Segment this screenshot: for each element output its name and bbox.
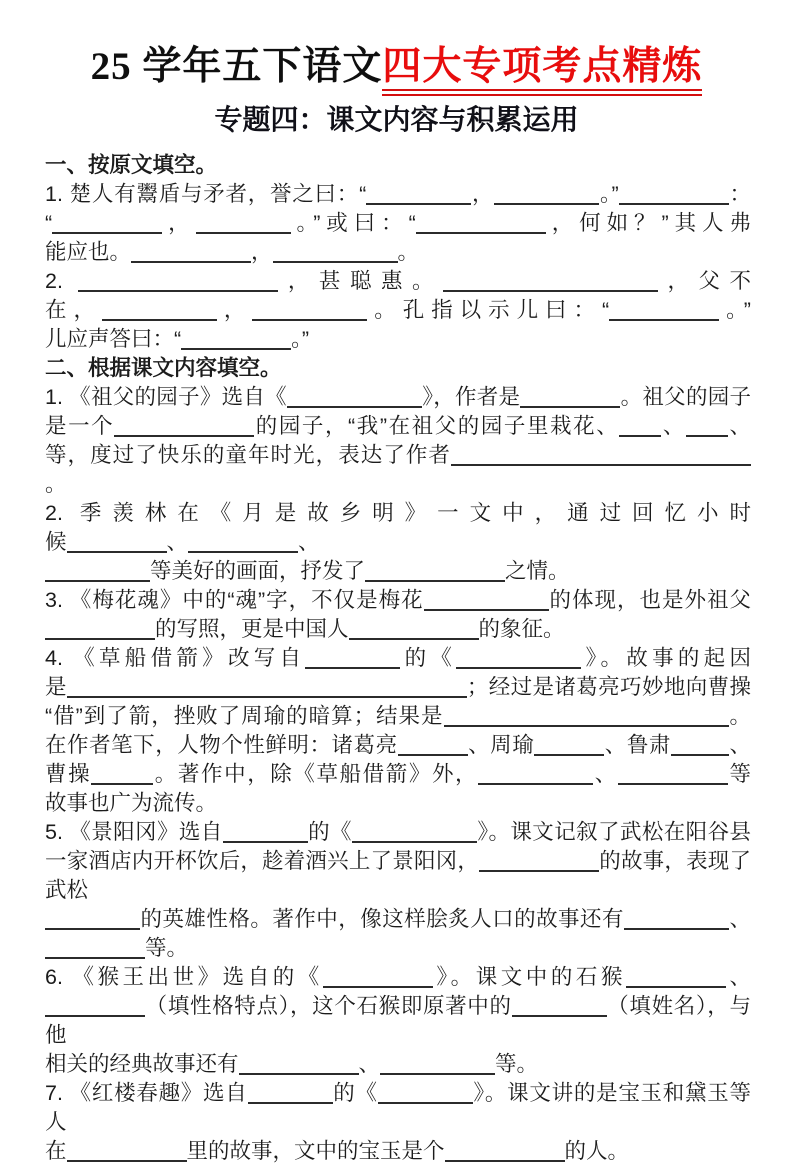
- text-run: 在，: [45, 298, 102, 323]
- text-run: 儿应声答曰：“: [45, 327, 182, 352]
- text-run: 5. 《景阳冈》选自: [45, 820, 223, 845]
- text-run: （填姓名），与他: [45, 994, 751, 1048]
- text-run: “借”到了箭，挫败了周瑜的暗算；结果是: [45, 704, 444, 729]
- text-run: 、鲁肃: [604, 733, 671, 758]
- text-line: [45, 528, 751, 557]
- title-text: 25 学年五下语文: [90, 45, 383, 88]
- text-line: [45, 789, 751, 818]
- fill-in-blank: [45, 995, 145, 1017]
- text-line: [45, 412, 751, 441]
- text-line: [45, 209, 751, 238]
- fill-in-blank: [323, 966, 433, 988]
- fill-in-blank: [248, 1082, 333, 1104]
- fill-in-blank: [520, 386, 620, 408]
- text-line: [45, 238, 751, 267]
- text-run: 的《: [307, 820, 352, 845]
- text-line: [45, 1137, 751, 1166]
- fill-in-blank: [424, 589, 549, 611]
- text-line: [45, 992, 751, 1050]
- fill-in-blank: [181, 328, 291, 350]
- text-run: ：: [728, 182, 751, 207]
- fill-in-blank: [365, 560, 505, 582]
- text-run: 3. 《梅花魂》中的“魂”字，不仅是梅花: [45, 588, 424, 613]
- text-line: [45, 905, 751, 934]
- fill-in-blank: [131, 241, 251, 263]
- text-run: ，: [471, 182, 495, 207]
- text-run: 等，度过了快乐的童年时光，表达了作者: [45, 443, 451, 468]
- fill-in-blank: [223, 821, 308, 843]
- fill-in-blank: [378, 1082, 473, 1104]
- text-run: 。: [728, 704, 751, 729]
- text-run: 曹操: [45, 762, 92, 787]
- text-run: 。”或曰：“: [290, 211, 416, 236]
- fill-in-blank: [619, 415, 661, 437]
- fill-in-blank: [380, 1053, 495, 1075]
- fill-in-blank: [626, 966, 726, 988]
- text-run: ，何如？”其人弗: [545, 211, 751, 236]
- fill-in-blank: [196, 212, 291, 234]
- text-run: ，: [251, 240, 273, 265]
- text-line: [45, 673, 751, 702]
- text-run: 2.: [45, 269, 79, 294]
- text-run: ，甚聪惠。: [278, 269, 443, 294]
- text-line: [45, 325, 751, 354]
- text-run: 、: [593, 762, 618, 787]
- text-run: 武松: [45, 878, 89, 903]
- fill-in-blank: [451, 444, 751, 466]
- text-run: 二、根据课文内容填空。: [45, 356, 282, 381]
- text-line: [45, 267, 751, 296]
- text-run: 在: [45, 1139, 67, 1164]
- text-line: [45, 615, 751, 644]
- fill-in-blank: [114, 415, 254, 437]
- text-run: 、: [725, 965, 751, 990]
- text-line: [45, 876, 751, 905]
- fill-in-blank: [67, 1140, 187, 1162]
- text-run: 》，作者是: [421, 385, 521, 410]
- text-run: 的体现，也是外祖父: [548, 588, 751, 613]
- text-line: [45, 963, 751, 992]
- page-header: [0, 44, 793, 138]
- text-run: 1. 《祖父的园子》选自《: [45, 385, 287, 410]
- text-line: [45, 847, 751, 876]
- text-run: 4. 《草船借箭》改写自: [45, 646, 306, 671]
- fill-in-blank: [618, 763, 728, 785]
- text-run: 》。故事的起因: [581, 646, 751, 671]
- fill-in-blank: [45, 618, 155, 640]
- text-run: 的《: [332, 1081, 378, 1106]
- text-line: [45, 180, 751, 209]
- fill-in-blank: [534, 734, 604, 756]
- text-run: 的人。: [564, 1139, 630, 1164]
- fill-in-blank: [671, 734, 729, 756]
- text-run: （填性格特点），这个石猴即原著中的: [145, 994, 512, 1019]
- text-run: 、: [729, 907, 751, 932]
- fill-in-blank: [305, 647, 400, 669]
- text-run: 6. 《猴王出世》选自的《: [45, 965, 323, 990]
- text-line: [45, 1050, 751, 1079]
- fill-in-blank: [416, 212, 546, 234]
- fill-in-blank: [398, 734, 468, 756]
- text-run: 、: [298, 530, 320, 555]
- text-run: 能应也。: [45, 240, 132, 265]
- fill-in-blank: [45, 560, 150, 582]
- text-run: 》。课文中的石猴: [432, 965, 626, 990]
- text-line: [45, 586, 751, 615]
- text-line: [45, 702, 751, 731]
- fill-in-blank: [444, 705, 729, 727]
- text-run: 、周瑜: [467, 733, 535, 758]
- text-line: [45, 760, 751, 789]
- text-line: [45, 441, 751, 499]
- fill-in-blank: [287, 386, 422, 408]
- text-run: 是: [45, 675, 67, 700]
- fill-in-blank: [252, 299, 367, 321]
- fill-in-blank: [352, 821, 477, 843]
- text-line: [45, 151, 751, 180]
- text-line: [45, 354, 751, 383]
- text-run: 等。: [495, 1052, 539, 1077]
- text-run: 》。课文记叙了武松在阳谷县: [476, 820, 751, 845]
- fill-in-blank: [52, 212, 162, 234]
- fill-in-blank: [619, 183, 729, 205]
- text-run: 是一个: [45, 414, 115, 439]
- text-run: ，父不: [657, 269, 751, 294]
- text-run: 相关的经典故事还有: [45, 1052, 239, 1077]
- text-run: 、: [728, 733, 751, 758]
- text-run: “: [45, 211, 53, 236]
- text-run: 2. 季羡林在《月是故乡明》一文中，通过回忆小时: [45, 501, 751, 526]
- text-run: 。: [397, 240, 420, 265]
- text-run: 的象征。: [478, 617, 565, 642]
- text-line: [45, 1079, 751, 1137]
- text-run: 之情。: [505, 559, 570, 584]
- text-run: 的故事，表现了: [599, 849, 751, 874]
- page-subtitle: 专题四：课文内容与积累运用: [214, 104, 579, 136]
- text-line: [45, 499, 751, 528]
- fill-in-blank: [624, 908, 729, 930]
- worksheet-body: [0, 138, 793, 1166]
- text-line: [45, 383, 751, 412]
- fill-in-blank: [478, 763, 593, 785]
- text-line: [45, 818, 751, 847]
- text-line: [45, 557, 751, 586]
- text-run: 、: [166, 530, 189, 555]
- text-run: 等: [727, 762, 751, 787]
- title-highlight: 四大专项考点精炼: [382, 45, 702, 96]
- fill-in-blank: [188, 531, 298, 553]
- text-run: 故事也广为流传。: [45, 791, 218, 816]
- text-run: ，: [162, 211, 196, 236]
- text-run: 等。: [145, 936, 189, 961]
- fill-in-blank: [45, 937, 145, 959]
- text-run: 。”: [599, 182, 619, 207]
- text-line: [45, 644, 751, 673]
- fill-in-blank: [686, 415, 728, 437]
- fill-in-blank: [239, 1053, 359, 1075]
- fill-in-blank: [609, 299, 719, 321]
- text-run: 。”: [719, 298, 751, 323]
- text-run: 等美好的画面，抒发了: [150, 559, 366, 584]
- text-run: 的写照，更是中国人: [155, 617, 349, 642]
- text-line: [45, 296, 751, 325]
- fill-in-blank: [91, 763, 153, 785]
- text-run: 。祖父的园子: [620, 385, 751, 410]
- text-run: 一家酒店内开杯饮后，趁着酒兴上了景阳冈，: [45, 849, 480, 874]
- fill-in-blank: [349, 618, 479, 640]
- fill-in-blank: [443, 270, 658, 292]
- text-run: 的英雄性格。著作中，像这样脍炙人口的故事还有: [140, 907, 624, 932]
- fill-in-blank: [102, 299, 217, 321]
- text-run: 一、按原文填空。: [45, 153, 218, 178]
- text-line: [45, 731, 751, 760]
- fill-in-blank: [78, 270, 278, 292]
- text-run: 里的故事，文中的宝玉是个: [186, 1139, 445, 1164]
- fill-in-blank: [45, 908, 140, 930]
- page-title: [0, 44, 793, 90]
- text-run: 、: [661, 414, 686, 439]
- text-run: 、: [727, 414, 751, 439]
- text-run: 1. 楚人有鬻盾与矛者，誉之曰：“: [45, 182, 367, 207]
- text-run: ，: [216, 298, 253, 323]
- fill-in-blank: [512, 995, 607, 1017]
- fill-in-blank: [456, 647, 581, 669]
- fill-in-blank: [273, 241, 398, 263]
- text-run: 在作者笔下，人物个性鲜明：诸葛亮: [45, 733, 398, 758]
- text-run: 候: [45, 530, 67, 555]
- text-run: 。孔指以示儿曰：“: [367, 298, 610, 323]
- text-line: [45, 934, 751, 963]
- text-run: 的《: [400, 646, 457, 671]
- fill-in-blank: [479, 850, 599, 872]
- text-run: 7. 《红楼春趣》选自: [45, 1081, 248, 1106]
- text-run: 、: [358, 1052, 381, 1077]
- text-run: ；经过是诸葛亮巧妙地向曹操: [466, 675, 751, 700]
- fill-in-blank: [67, 531, 167, 553]
- text-run: 。著作中，除《草船借箭》外，: [153, 762, 479, 787]
- text-run: 的园子，“我”在祖父的园子里栽花、: [254, 414, 620, 439]
- text-run: 。: [45, 472, 67, 497]
- fill-in-blank: [366, 183, 471, 205]
- fill-in-blank: [67, 676, 467, 698]
- fill-in-blank: [445, 1140, 565, 1162]
- fill-in-blank: [494, 183, 599, 205]
- text-run: 》。课文讲的是宝玉和黛玉等人: [45, 1081, 751, 1135]
- text-run: 。”: [291, 327, 310, 352]
